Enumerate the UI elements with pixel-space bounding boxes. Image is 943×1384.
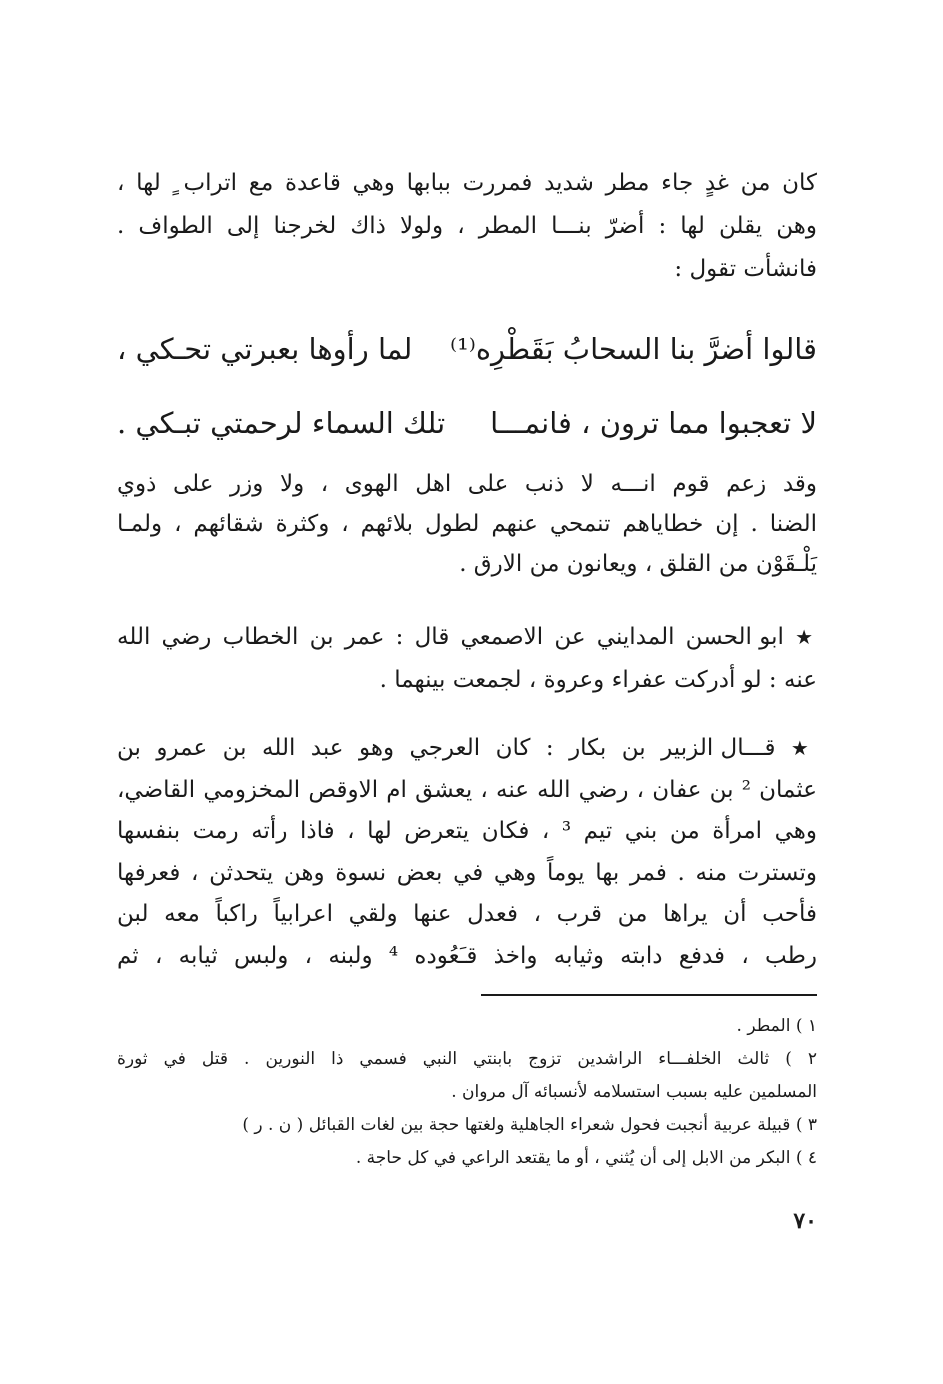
page-number: ٧٠	[793, 1208, 817, 1234]
text-line: الضنا . إن خطاياهم تنمحي عنهم لطول بلائهم ، وكثرة شقائهم ، ولمـا	[117, 511, 817, 537]
verse-second-hemistich: تلك السماء لرحمتي تبـكي .	[117, 406, 446, 440]
text-line: يَلْـقَوْن من القلق ، ويعانون من الارق .	[459, 551, 817, 577]
text-line: وتسترت منه . فمر بها يوماً وهي في بعض نسوة وهن يتحدثن ، فعرفها	[117, 859, 817, 886]
footnote-continuation: المسلمين عليه بسبب استسلامه لأنسبائه آل مروان .	[451, 1082, 817, 1102]
star-icon: ★	[795, 625, 817, 649]
text-line: وهي امرأة من بني تيم ³ ، فكان يتعرض لها ، فاذا رأته رمت بنفسها	[117, 818, 817, 844]
footnote: ١ ) المطر .	[736, 1016, 817, 1036]
footnote: ٣ ) قبيلة عربية أنجبت فحول شعراء الجاهلية ولغتها حجة بين لغات القبائل ( ن . ر )	[242, 1115, 817, 1135]
verse-first-hemistich: قالوا أضرَّ بنا السحابُ بَقَطْرِه⁽¹⁾	[449, 332, 817, 366]
verse-line	[117, 386, 817, 460]
paragraph-rain	[117, 162, 817, 291]
text-line: وقد زعم قوم انـــه لا ذنب على اهل الهوى ، ولا وزر على ذوي	[117, 471, 817, 497]
verse-second-hemistich: لما رأوها بعبرتي تحـكي ،	[117, 332, 413, 366]
paragraph-zubayr	[117, 728, 817, 977]
footnote: ٤ ) البكر من الابل إلى أن يُثني ، أو ما يقتعد الراعي في كل حاجة .	[355, 1148, 817, 1168]
verse-line	[117, 312, 817, 386]
text-line: عنه : لو أدركت عفراء وعروة ، لجمعت بينهما .	[379, 667, 817, 693]
text-line: وهن يقلن لها : أضرّ بنـــا المطر ، ولولا ذاك لخرجنا إلى الطواف .	[117, 213, 817, 239]
text-line: عثمان ² بن عفان ، رضي الله عنه ، يعشق ام الاوقص المخزومي القاضي،	[117, 776, 818, 803]
text-line: كان من غدٍ جاء مطر شديد فمررت ببابها وهي قاعدة مع اتراب ٍ لها ،	[117, 170, 817, 196]
poem-verses	[117, 312, 817, 460]
text-line: ★ قـــال الزبير بن بكار : كان العرجي وهو عبد الله بن عمرو بن	[117, 735, 817, 761]
text-line: فأحب أن يراها من قرب ، فعدل عنها ولقي اعرابياً راكباً معه لبن	[117, 901, 817, 927]
footnote: ٢ ) ثالث الخلفـــاء الراشدين تزوج بابنتي النبي فسمي ذا النورين . قتل في ثورة	[117, 1049, 817, 1069]
footnotes	[117, 1010, 817, 1175]
star-icon: ★	[790, 736, 817, 760]
paragraph-lovers	[117, 464, 817, 584]
text-line: رطب ، فدفع دابته وثيابه واخذ قـَعُوده ⁴ ولبنه ، ولبس ثيابه ، ثم	[117, 942, 817, 969]
footnote-divider	[481, 994, 817, 996]
text-line: فانشأت تقول :	[674, 256, 817, 282]
text-line: ★ ابو الحسن المدايني عن الاصمعي قال : عمر بن الخطاب رضي الله	[117, 624, 817, 650]
paragraph-umar	[117, 616, 817, 702]
verse-first-hemistich: لا تعجبوا مما ترون ، فانمـــا	[490, 406, 817, 440]
